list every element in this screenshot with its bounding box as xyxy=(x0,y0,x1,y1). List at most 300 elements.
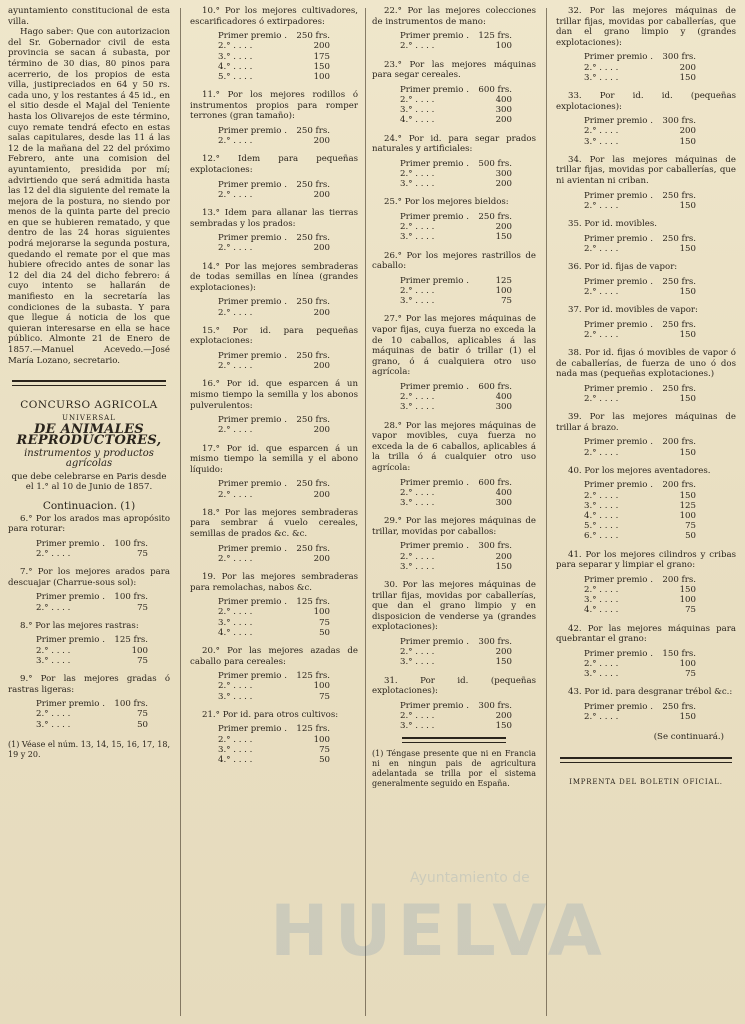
prize-amount: 150 xyxy=(495,657,512,668)
prize-row xyxy=(584,491,696,501)
prize-amount: 200 xyxy=(313,243,330,254)
prize-rank: Primer premio . xyxy=(584,276,653,287)
prize-rank: 2.° . . . . xyxy=(584,393,619,404)
prize-rank: 2.° . . . . xyxy=(218,307,253,318)
prize-row xyxy=(400,296,512,306)
prize-table xyxy=(218,597,330,638)
prize-amount: 100 xyxy=(131,645,148,656)
imprint-divider xyxy=(560,757,732,763)
prize-rank: 2.° . . . . xyxy=(36,645,71,656)
prize-item-title: 36. Por id. fijas de vapor: xyxy=(568,261,678,272)
prize-rank: 4.° . . . . xyxy=(400,115,435,126)
prize-row xyxy=(584,234,696,244)
prize-table xyxy=(584,277,696,297)
prize-table xyxy=(400,85,512,126)
prize-amount: 150 xyxy=(679,447,696,458)
prize-rank: Primer premio . xyxy=(400,84,469,95)
prize-item-title: 37. Por id. movibles de vapor: xyxy=(568,304,698,315)
prize-rank: 3.° . . . . xyxy=(400,497,435,508)
prize-rank: Primer premio . xyxy=(218,597,287,608)
prize-row xyxy=(218,31,330,41)
prize-table xyxy=(400,276,512,307)
prize-rank: Primer premio . xyxy=(400,381,469,392)
prize-row xyxy=(584,191,696,201)
prize-amount: 75 xyxy=(319,617,330,628)
prize-table xyxy=(584,480,696,541)
prize-amount: 300 xyxy=(495,402,512,413)
prize-amount: 200 xyxy=(679,62,696,73)
prize-amount: 150 xyxy=(679,584,696,595)
prize-rank: Primer premio . xyxy=(400,158,469,169)
column-1 xyxy=(8,6,170,1018)
prize-row xyxy=(400,711,512,721)
prize-row xyxy=(400,402,512,412)
prize-table xyxy=(584,575,696,616)
prize-item-title: 13.° Idem para allanar las tierras sembradas y los prados: xyxy=(190,207,358,229)
prize-row xyxy=(400,637,512,647)
prize-rank: Primer premio . xyxy=(36,538,105,549)
prize-row xyxy=(400,478,512,488)
prize-amount: 100 xyxy=(313,734,330,745)
continuation-note: (Se continuará.) xyxy=(653,732,724,743)
prize-item-title: 30. Por las mejores máquinas de trillar fijas, movidas por caballerías, que dan el grano limpio y en disposicion de venderse ya (grandes explotaciones): xyxy=(372,579,536,633)
prize-amount: 200 xyxy=(495,710,512,721)
prize-amount: 300 frs. xyxy=(662,116,696,127)
prize-row xyxy=(400,647,512,657)
prize-rank: 3.° . . . . xyxy=(36,719,71,730)
prize-item-title: 32. Por las mejores máquinas de trillar fijas, movidas por caballerías, que dan el grano limpio y (grandes explotaciones): xyxy=(556,6,736,48)
prize-rank: 2.° . . . . xyxy=(218,489,253,500)
prize-row xyxy=(218,618,330,628)
prize-row xyxy=(400,488,512,498)
prize-row xyxy=(218,233,330,243)
prize-rank: 2.° . . . . xyxy=(218,41,253,52)
prize-amount: 250 frs. xyxy=(296,233,330,244)
section-dates: que debe celebrarse en Paris desde el 1.° al 10 de Junio de 1857. xyxy=(11,471,167,493)
prize-amount: 300 xyxy=(495,168,512,179)
prize-rank: 3.° . . . . xyxy=(218,691,253,702)
prize-row xyxy=(584,575,696,585)
prize-row xyxy=(218,607,330,617)
prize-row xyxy=(36,720,148,730)
prize-rank: 5.° . . . . xyxy=(584,521,619,532)
prize-amount: 250 frs. xyxy=(296,125,330,136)
prize-item-title: 43. Por id. para desgranar trébol &c.: xyxy=(568,687,733,698)
prize-amount: 150 xyxy=(679,329,696,340)
prize-rank: 4.° . . . . xyxy=(218,627,253,638)
prize-amount: 300 frs. xyxy=(662,52,696,63)
prize-row xyxy=(218,681,330,691)
prize-rank: Primer premio . xyxy=(584,480,653,491)
prize-table xyxy=(218,233,330,253)
prize-rank: 2.° . . . . xyxy=(218,136,253,147)
prize-row xyxy=(36,656,148,666)
prize-row xyxy=(584,669,696,679)
prize-amount: 250 frs. xyxy=(296,415,330,426)
prize-rank: 2.° . . . . xyxy=(400,710,435,721)
prize-rank: 3.° . . . . xyxy=(400,296,435,307)
prize-row xyxy=(584,511,696,521)
section-subheading: UNIVERSAL xyxy=(62,413,116,422)
prize-table xyxy=(400,478,512,509)
prize-row xyxy=(218,554,330,564)
prize-row xyxy=(584,585,696,595)
prize-amount: 200 xyxy=(313,489,330,500)
section-subtitle: instrumentos y productos agrícolas xyxy=(24,447,154,470)
prize-row xyxy=(400,392,512,402)
prize-row xyxy=(218,479,330,489)
prize-amount: 250 frs. xyxy=(296,297,330,308)
prize-rank: 3.° . . . . xyxy=(218,744,253,755)
prize-amount: 250 frs. xyxy=(662,319,696,330)
prize-amount: 400 xyxy=(495,487,512,498)
prize-amount: 200 xyxy=(495,115,512,126)
prize-rank: 3.° . . . . xyxy=(400,402,435,413)
prize-item-title: 6.° Por los arados mas apropósito para roturar: xyxy=(8,513,170,535)
prize-row xyxy=(400,169,512,179)
prize-item-title: 28.° Por las mejores máquinas de vapor movibles, cuya fuerza no exceda la de 6 caballos, aplicables á la trilla ó á cualquier otro uso agrícola: xyxy=(372,420,536,473)
prize-rank: 4.° . . . . xyxy=(584,510,619,521)
prize-row xyxy=(218,52,330,62)
footnote: (1) Véase el núm. 13, 14, 15, 16, 17, 18, 19 y 20. xyxy=(8,739,170,759)
prize-table xyxy=(36,635,148,666)
prize-table xyxy=(584,320,696,340)
prize-table xyxy=(218,126,330,146)
watermark-small-text: Ayuntamiento de xyxy=(410,870,530,886)
continuation-label: Continuacion. (1) xyxy=(42,499,136,512)
prize-amount: 250 frs. xyxy=(662,701,696,712)
prize-rank: 4.° . . . . xyxy=(218,754,253,765)
prize-amount: 50 xyxy=(685,531,696,542)
prize-amount: 100 xyxy=(495,285,512,296)
prize-row xyxy=(218,351,330,361)
prize-row xyxy=(218,628,330,638)
prize-amount: 150 xyxy=(679,286,696,297)
prize-rank: 2.° . . . . xyxy=(218,734,253,745)
prize-rank: Primer premio . xyxy=(36,699,105,710)
prize-amount: 100 xyxy=(679,595,696,606)
prize-amount: 150 xyxy=(679,712,696,723)
prize-row xyxy=(584,384,696,394)
prize-row xyxy=(218,415,330,425)
prize-amount: 200 xyxy=(313,361,330,372)
prize-row xyxy=(400,276,512,286)
prize-amount: 600 frs. xyxy=(478,477,512,488)
prize-rank: 3.° . . . . xyxy=(218,617,253,628)
prize-amount: 150 xyxy=(495,561,512,572)
prize-row xyxy=(218,671,330,681)
prize-amount: 75 xyxy=(137,548,148,559)
prize-rank: 2.° . . . . xyxy=(400,487,435,498)
prize-amount: 175 xyxy=(313,51,330,62)
prize-row xyxy=(400,41,512,51)
prize-rank: Primer premio . xyxy=(218,543,287,554)
prize-table xyxy=(218,671,330,702)
prize-item-title: 35. Por id. movibles. xyxy=(568,218,657,229)
prize-amount: 250 frs. xyxy=(478,211,512,222)
prize-rank: 3.° . . . . xyxy=(400,561,435,572)
prize-rank: Primer premio . xyxy=(584,383,653,394)
prize-table xyxy=(218,297,330,317)
prize-row xyxy=(400,701,512,711)
prize-row xyxy=(584,712,696,722)
prize-row xyxy=(36,603,148,613)
prize-table xyxy=(400,382,512,413)
prize-rank: 3.° . . . . xyxy=(400,657,435,668)
prize-item-title: 24.° Por id. para segar prados naturales y artificiales: xyxy=(372,133,536,155)
prize-row xyxy=(400,31,512,41)
prize-amount: 75 xyxy=(137,602,148,613)
prize-rank: 2.° . . . . xyxy=(218,607,253,618)
prize-rank: Primer premio . xyxy=(584,574,653,585)
prize-item-title: 34. Por las mejores máquinas de trillar fijas, movidas por caballerías, que ni avientan ni criban. xyxy=(556,154,736,186)
edict-opening: ayuntamiento constitucional de esta villa. xyxy=(8,6,170,27)
prize-amount: 300 xyxy=(495,105,512,116)
prize-amount: 250 frs. xyxy=(662,276,696,287)
prize-rank: 3.° . . . . xyxy=(584,136,619,147)
prize-amount: 200 frs. xyxy=(662,574,696,585)
prize-rank: Primer premio . xyxy=(218,479,287,490)
prize-amount: 75 xyxy=(319,691,330,702)
prize-row xyxy=(218,180,330,190)
prize-rank: Primer premio . xyxy=(400,541,469,552)
prize-row xyxy=(218,72,330,82)
prize-amount: 150 xyxy=(679,243,696,254)
prize-amount: 150 xyxy=(495,721,512,732)
prize-rank: 2.° . . . . xyxy=(400,392,435,403)
footnote: (1) Téngase presente que ni en Francia ni en ningun pais de agricultura adelantada se trilla por el sistema generalmente seguido en España. xyxy=(372,749,536,789)
prize-rank: 2.° . . . . xyxy=(584,243,619,254)
prize-rank: Primer premio . xyxy=(584,233,653,244)
prize-rank: Primer premio . xyxy=(584,190,653,201)
prize-amount: 125 frs. xyxy=(114,635,148,646)
prize-row xyxy=(584,501,696,511)
prize-row xyxy=(584,116,696,126)
prize-amount: 200 xyxy=(495,222,512,233)
prize-row xyxy=(400,562,512,572)
prize-rank: 2.° . . . . xyxy=(584,329,619,340)
prize-amount: 125 frs. xyxy=(296,597,330,608)
prize-rank: 2.° . . . . xyxy=(36,709,71,720)
prize-table xyxy=(584,191,696,211)
prize-row xyxy=(584,394,696,404)
prize-amount: 400 xyxy=(495,94,512,105)
prize-rank: 2.° . . . . xyxy=(584,200,619,211)
prize-item-title: 27.° Por las mejores máquinas de vapor fijas, cuya fuerza no exceda la de 10 caballos, aplicables á las máquinas de batir ó trillar (1) el grano, ó á cualquiera otro uso agrícola: xyxy=(372,314,536,378)
section-divider xyxy=(12,380,166,386)
prize-row xyxy=(584,330,696,340)
prize-amount: 600 frs. xyxy=(478,381,512,392)
prize-rank: 2.° . . . . xyxy=(218,243,253,254)
prize-table xyxy=(218,415,330,435)
prize-item-title: 19. Por las mejores sembraderas para remolachas, nabos &c. xyxy=(190,571,358,593)
prize-amount: 150 xyxy=(495,232,512,243)
prize-row xyxy=(400,552,512,562)
prize-row xyxy=(400,382,512,392)
prize-row xyxy=(218,597,330,607)
prize-table xyxy=(400,31,512,51)
prize-amount: 300 frs. xyxy=(478,636,512,647)
prize-rank: Primer premio . xyxy=(36,635,105,646)
prize-item-title: 14.° Por las mejores sembraderas de todas semillas en línea (grandes explotaciones): xyxy=(190,261,358,293)
prize-amount: 75 xyxy=(137,709,148,720)
prize-row xyxy=(400,286,512,296)
prize-amount: 200 xyxy=(495,179,512,190)
prize-row xyxy=(400,95,512,105)
prize-rank: Primer premio . xyxy=(218,671,287,682)
prize-item-title: 33. Por id. id. (pequeñas explotaciones): xyxy=(556,90,736,112)
prize-amount: 200 xyxy=(313,41,330,52)
prize-row xyxy=(36,592,148,602)
prize-rank: Primer premio . xyxy=(400,477,469,488)
prize-item-title: 18.° Por las mejores sembraderas para sembrar á vuelo cereales, semillas de prados &c. &c. xyxy=(190,507,358,539)
prize-amount: 200 xyxy=(313,425,330,436)
prize-table xyxy=(218,479,330,499)
prize-table xyxy=(400,212,512,243)
prize-amount: 500 frs. xyxy=(478,158,512,169)
prize-amount: 300 frs. xyxy=(478,700,512,711)
prize-row xyxy=(36,709,148,719)
watermark-big-text: HUELVA xyxy=(270,890,608,972)
prize-row xyxy=(36,699,148,709)
prize-row xyxy=(218,735,330,745)
prize-table xyxy=(400,637,512,668)
prize-amount: 200 xyxy=(313,136,330,147)
prize-rank: 2.° . . . . xyxy=(584,712,619,723)
prize-amount: 250 frs. xyxy=(296,179,330,190)
prize-row xyxy=(36,646,148,656)
prize-list xyxy=(190,6,358,765)
prize-row xyxy=(584,244,696,254)
prize-table xyxy=(584,437,696,457)
prize-row xyxy=(218,297,330,307)
prize-rank: 2.° . . . . xyxy=(584,490,619,501)
prize-rank: Primer premio . xyxy=(218,297,287,308)
prize-rank: Primer premio . xyxy=(584,116,653,127)
prize-item-title: 41. Por los mejores cilindros y cribas para separar y limpiar el grano: xyxy=(556,549,736,571)
prize-row xyxy=(218,425,330,435)
prize-item-title: 9.° Por las mejores gradas ó rastras ligeras: xyxy=(8,673,170,695)
prize-amount: 75 xyxy=(137,655,148,666)
prize-row xyxy=(36,635,148,645)
prize-amount: 100 frs. xyxy=(114,538,148,549)
prize-row xyxy=(218,136,330,146)
prize-amount: 100 frs. xyxy=(114,699,148,710)
prize-rank: 2.° . . . . xyxy=(584,658,619,669)
prize-table xyxy=(584,234,696,254)
prize-row xyxy=(218,745,330,755)
prize-table xyxy=(218,544,330,564)
prize-row xyxy=(584,702,696,712)
prize-row xyxy=(584,52,696,62)
prize-amount: 100 xyxy=(679,510,696,521)
prize-table xyxy=(584,702,696,722)
prize-amount: 125 frs. xyxy=(478,31,512,42)
prize-table xyxy=(584,384,696,404)
prize-amount: 200 xyxy=(495,647,512,658)
prize-amount: 150 xyxy=(679,200,696,211)
prize-row xyxy=(218,62,330,72)
prize-amount: 100 xyxy=(313,607,330,618)
prize-row xyxy=(584,448,696,458)
prize-amount: 100 xyxy=(313,681,330,692)
prize-rank: 2.° . . . . xyxy=(36,602,71,613)
prize-item-title: 16.° Por id. que esparcen á un mismo tiempo la semilla y los abonos pulverulentos: xyxy=(190,379,358,411)
prize-amount: 250 frs. xyxy=(296,479,330,490)
prize-amount: 200 xyxy=(495,551,512,562)
prize-amount: 250 frs. xyxy=(296,350,330,361)
prize-row xyxy=(584,287,696,297)
prize-rank: 2.° . . . . xyxy=(584,584,619,595)
printer-imprint: IMPRENTA DEL BOLETIN OFICIAL. xyxy=(569,777,723,786)
prize-item-title: 20.° Por las mejores azadas de caballo para cereales: xyxy=(190,645,358,667)
prize-row xyxy=(400,159,512,169)
prize-table xyxy=(584,52,696,83)
prize-amount: 125 xyxy=(495,275,512,286)
prize-rank: 2.° . . . . xyxy=(584,62,619,73)
prize-amount: 250 frs. xyxy=(662,383,696,394)
prize-amount: 150 xyxy=(679,393,696,404)
prize-item-title: 40. Por los mejores aventadores. xyxy=(568,465,711,476)
prize-rank: 2.° . . . . xyxy=(400,168,435,179)
prize-rank: 2.° . . . . xyxy=(400,551,435,562)
prize-item-title: 22.° Por las mejores colecciones de instrumentos de mano: xyxy=(372,6,536,27)
prize-rank: 4.° . . . . xyxy=(218,61,253,72)
prize-rank: Primer premio . xyxy=(218,179,287,190)
prize-row xyxy=(584,73,696,83)
prize-item-title: 8.° Por las mejores rastras: xyxy=(20,620,139,631)
prize-amount: 50 xyxy=(137,719,148,730)
footnote-divider xyxy=(402,737,506,743)
prize-amount: 250 frs. xyxy=(662,233,696,244)
prize-row xyxy=(584,649,696,659)
prize-table xyxy=(218,351,330,371)
prize-amount: 100 frs. xyxy=(114,592,148,603)
prize-rank: Primer premio . xyxy=(218,415,287,426)
prize-row xyxy=(218,490,330,500)
prize-row xyxy=(218,41,330,51)
prize-row xyxy=(36,539,148,549)
prize-rank: Primer premio . xyxy=(400,31,469,42)
prize-amount: 150 frs. xyxy=(662,648,696,659)
edict-body: Hago saber: Que con autorizacion del Sr. Gobernador civil de esta provincia se sacan á subasta, por término de 30 dias, 80 pinos para acerrerio, de los propios de esta villa, justipreciados en 64 y 50 rs. cada uno, y los restantes á 45 id., en el sitio desde el Majal del Teniente hasta los Olivarejos de este término, cuyo remate tendrá efecto en estas salas capitulares, desde las 11 á las 12 de la mañana del 22 del próximo Febrero, ante una comision del ayuntamiento, presidida por mí; advirtiendo que será admitida hasta las 12 del dia siguiente del remate la mejora de la postura, no siendo por menos de la quinta parte del precio en que se hubieren rematado, y que dentro de las 24 horas siguientes podrá mejorarse la segunda postura, quedando el remate por el que mas hubiere ofrecido antes de sonar las 12 del dia 24 del dicho febrero: á cuyo intento se hallarán de manifiesto en la secretaría las condiciones de la subasta. Y para que llegue á noticia de los que quieran interesarse en ella se hace público. Almonte 21 de Enero de 1857.—Manuel Acevedo.—José María Lozano, secretario. xyxy=(8,27,170,366)
prize-rank: 2.° . . . . xyxy=(584,126,619,137)
prize-amount: 150 xyxy=(679,72,696,83)
prize-amount: 100 xyxy=(495,41,512,52)
prize-row xyxy=(400,115,512,125)
prize-row xyxy=(584,531,696,541)
prize-row xyxy=(584,480,696,490)
prize-row xyxy=(400,85,512,95)
prize-item-title: 39. Por las mejores máquinas de trillar á brazo. xyxy=(556,412,736,433)
prize-amount: 300 frs. xyxy=(478,541,512,552)
prize-rank: 2.° . . . . xyxy=(400,285,435,296)
prize-rank: Primer premio . xyxy=(584,52,653,63)
prize-rank: 2.° . . . . xyxy=(218,681,253,692)
prize-row xyxy=(584,126,696,136)
prize-row xyxy=(400,657,512,667)
prize-rank: 2.° . . . . xyxy=(584,286,619,297)
archive-watermark xyxy=(270,810,740,1010)
prize-table xyxy=(400,701,512,732)
prize-item-title: 7.° Por los mejores arados para descuajar (Charrue-sous sol): xyxy=(8,567,170,588)
prize-row xyxy=(400,179,512,189)
prize-rank: 6.° . . . . xyxy=(584,531,619,542)
prize-rank: Primer premio . xyxy=(584,648,653,659)
prize-rank: Primer premio . xyxy=(400,275,469,286)
prize-table xyxy=(218,180,330,200)
prize-row xyxy=(584,437,696,447)
